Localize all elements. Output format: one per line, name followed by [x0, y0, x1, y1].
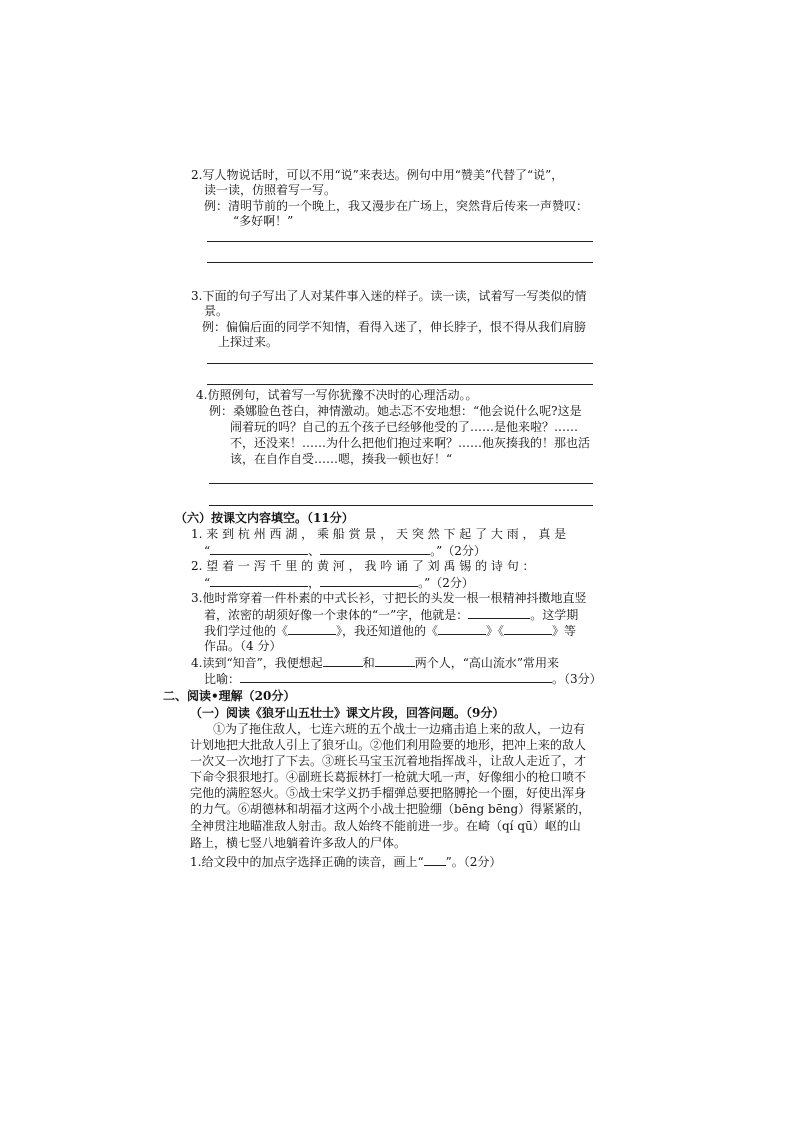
text: 。这学期	[530, 608, 579, 622]
passage-line-8: 路上，横七竖八地躺着许多敌人的尸体。	[190, 836, 407, 850]
q2-line-1: 2.写人物说话时，可以不用“说”来表达。例句中用“赞美”代替了“说”，	[191, 168, 564, 182]
blank-2-1[interactable]	[210, 574, 308, 587]
blank-1-1[interactable]	[210, 542, 308, 555]
section-6-title: （六）按课文内容填空。（11分）	[175, 511, 354, 525]
q2-answer-line-1[interactable]	[207, 241, 593, 242]
close-quote-score: 。”（2分）	[418, 576, 474, 590]
q4-example-line-1: 例：桑娜脸色苍白，神情激动。她忐忑不安地想：“他会说什么呢?这是	[209, 404, 582, 418]
q2-line-2: 读一读，仿照着写一写。	[204, 183, 337, 197]
text: 4.读到“知音”，我便想起	[191, 656, 323, 670]
text: 两个人，“高山流水”常用来	[414, 656, 560, 670]
s6-item-1-line-2	[204, 542, 486, 559]
open-quote: “	[204, 544, 211, 558]
text: 比喻：	[204, 672, 241, 686]
passage-line-1: ①为了拖住敌人，七连六班的五个战士一边痛击追上来的敌人，一边有	[213, 722, 586, 736]
s6-item-3-line-4: 作品。（4 分）	[204, 639, 282, 653]
text: 。（3分）	[552, 672, 602, 686]
s6-item-2-line-1: 2. 望 着 一 泻 千 里 的 黄 河 ， 我 吟 诵 了 刘 禹 锡 的 诗 句 ：	[191, 559, 535, 573]
comma-mark: ，	[308, 576, 321, 590]
s6-item-3-line-2	[204, 606, 578, 623]
passage-line-3: 一次又一次地打了下去。③班长马宝玉沉着地指挥战斗，让敌人走近了，才	[190, 754, 587, 768]
q4-answer-line-2[interactable]	[209, 505, 593, 506]
text: 着，浓密的胡须好像一个隶体的“一”字，他就是：	[204, 608, 469, 622]
text: 》，我还知道他的《	[336, 624, 439, 638]
text: 和	[362, 656, 375, 670]
text: ”。（2分）	[445, 855, 502, 869]
q4-example-line-3: 不，还没来！……为什么把他们抱过来啊？……他灰揍我的！那也活	[230, 436, 591, 450]
passage-line-2: 计划地把大批敌人引上了狼牙山。②他们利用险要的地形，把冲上来的敌人	[190, 738, 587, 752]
q2-answer-line-2[interactable]	[207, 262, 593, 263]
q3-example-line-2: 上探过来。	[218, 335, 279, 349]
q3-line-2: 景。	[204, 304, 229, 318]
q3-answer-line-1[interactable]	[207, 363, 593, 364]
text: 1.给文段中的加点字选择正确的读音，画上“	[190, 855, 424, 869]
blank-4-person-2[interactable]	[375, 654, 415, 667]
q2-example-line-2: “多好啊！”	[233, 214, 294, 228]
s6-item-3-line-3	[204, 622, 576, 639]
blank-3-work-2[interactable]	[438, 622, 486, 635]
q4-line-1: 4.仿照例句，试着写一写你犹豫不决时的心理活动。。	[196, 388, 478, 402]
blank-4-person-1[interactable]	[323, 654, 363, 667]
underline-mark	[424, 853, 446, 866]
close-quote-score: 。”（2分）	[430, 544, 486, 558]
q3-answer-line-2[interactable]	[207, 384, 593, 385]
q4-example-line-2: 闹着玩的吗？自己的五个孩子已经够他受的了……是他来啦？……	[230, 420, 579, 434]
s6-item-4-line-2	[204, 670, 602, 687]
passage-line-5: 完他的满腔怒火。⑤战士宋学义扔手榴弹总要把胳膊抡一个圈，好使出浑身	[190, 786, 587, 800]
open-quote: “	[204, 576, 211, 590]
s6-item-4-line-1	[191, 654, 559, 671]
passage-line-7: 全神贯注地瞄准敌人射击。敌人始终不能前进一步。在崎（qí qū）岖的山	[190, 819, 581, 833]
blank-3-work-3[interactable]	[504, 622, 552, 635]
q2-example-line-1: 例：清明节前的一个晚上，我又漫步在广场上，突然背后传来一声赞叹：	[204, 199, 589, 213]
q3-example-line-1: 例：偏偏后面的同学不知情，看得入迷了，伸长脖子，恨不得从我们肩膀	[202, 320, 587, 334]
q4-answer-line-1[interactable]	[209, 483, 593, 484]
blank-2-2[interactable]	[320, 574, 418, 587]
comma-mark: 、	[308, 544, 321, 558]
text: 》等	[552, 624, 577, 638]
reading-1-title: （一）阅读《狼牙山五壮士》课文片段，回答问题。（9分）	[190, 706, 505, 720]
part-2-title: 二、阅读•理解（20分）	[163, 689, 296, 703]
text: 》《	[486, 624, 505, 638]
s6-item-3-line-1: 3.他时常穿着一件朴素的中式长衫，寸把长的头发一根一根精神抖擞地直竖	[191, 591, 587, 605]
q3-line-1: 3.下面的句子写出了人对某件事入迷的样子。读一读，试着写一写类似的情	[191, 289, 587, 303]
q4-example-line-4: 该，在自作自受……嗯，揍我一顿也好！“	[230, 452, 453, 466]
passage-line-6: 的力气。⑥胡德林和胡福才这两个小战士把脸绷（bēng bēng）得紧紧的，	[190, 802, 591, 816]
s6-item-1-line-1: 1. 来 到 杭 州 西 湖 ， 乘 船 赏 景 ， 天 突 然 下 起 了 大 雨 ， 真 是	[191, 527, 567, 541]
s6-item-2-line-2	[204, 574, 474, 591]
blank-3-work-1[interactable]	[288, 622, 336, 635]
blank-1-2[interactable]	[320, 542, 430, 555]
reading-q1	[190, 853, 501, 870]
blank-3-author[interactable]	[468, 606, 530, 619]
passage-line-4: 下命令狠狠地打。④副班长葛振林打一枪就大吼一声，好像细小的枪口喷不	[190, 770, 587, 784]
blank-4-meaning[interactable]	[240, 670, 552, 683]
text: 我们学过他的《	[204, 624, 289, 638]
